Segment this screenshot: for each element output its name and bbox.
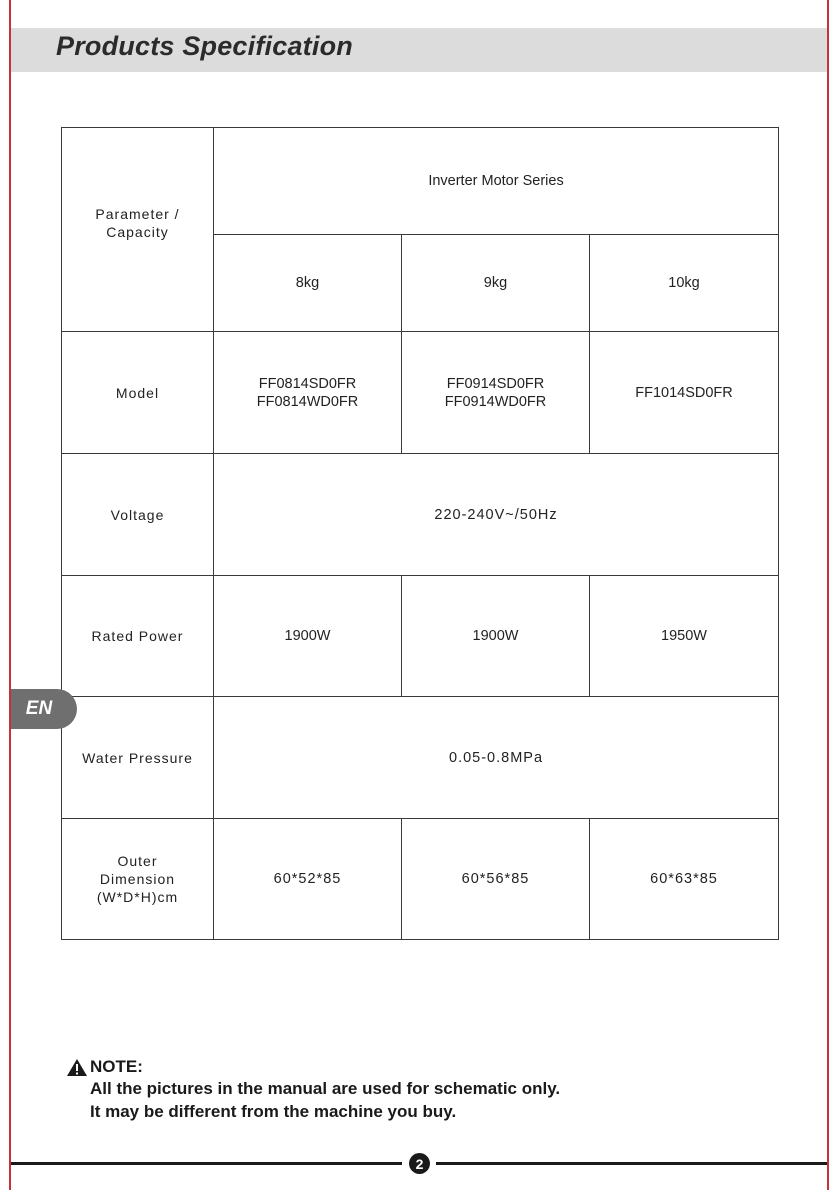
- capacity-8kg: 8kg: [214, 235, 402, 332]
- model-label: Model: [62, 332, 214, 454]
- model-9kg: FF0914SD0FR FF0914WD0FR: [402, 332, 590, 454]
- voltage-label: Voltage: [62, 454, 214, 576]
- dimension-8kg: 60*52*85: [214, 819, 402, 940]
- outer-dimension-label: Outer Dimension (W*D*H)cm: [62, 819, 214, 940]
- language-tab: EN: [11, 689, 77, 729]
- power-10kg: 1950W: [590, 576, 779, 697]
- note-title: NOTE:: [90, 1057, 143, 1076]
- note-block: [66, 1057, 560, 1123]
- power-8kg: 1900W: [214, 576, 402, 697]
- parameter-capacity-label: Parameter / Capacity: [62, 128, 214, 332]
- voltage-value: 220-240V~/50Hz: [214, 454, 779, 576]
- spec-table: [61, 127, 779, 940]
- note-heading: [66, 1057, 560, 1077]
- warning-triangle-icon: [66, 1058, 88, 1077]
- dimension-9kg: 60*56*85: [402, 819, 590, 940]
- page-title: Products Specification: [56, 31, 353, 61]
- water-pressure-value: 0.05-0.8MPa: [214, 697, 779, 819]
- power-9kg: 1900W: [402, 576, 590, 697]
- series-title: Inverter Motor Series: [214, 128, 779, 235]
- water-pressure-label: Water Pressure: [62, 697, 214, 819]
- model-8kg: FF0814SD0FR FF0814WD0FR: [214, 332, 402, 454]
- footer-rule-left: [11, 1162, 402, 1165]
- left-red-border: [9, 0, 11, 1190]
- model-10kg: FF1014SD0FR: [590, 332, 779, 454]
- page-number: 2: [409, 1153, 430, 1174]
- capacity-10kg: 10kg: [590, 235, 779, 332]
- dimension-10kg: 60*63*85: [590, 819, 779, 940]
- right-red-border: [827, 0, 829, 1190]
- footer-rule-right: [436, 1162, 827, 1165]
- note-line-2: It may be different from the machine you buy.: [90, 1102, 457, 1121]
- rated-power-label: Rated Power: [62, 576, 214, 697]
- capacity-9kg: 9kg: [402, 235, 590, 332]
- note-line-1: All the pictures in the manual are used for schematic only.: [90, 1079, 561, 1098]
